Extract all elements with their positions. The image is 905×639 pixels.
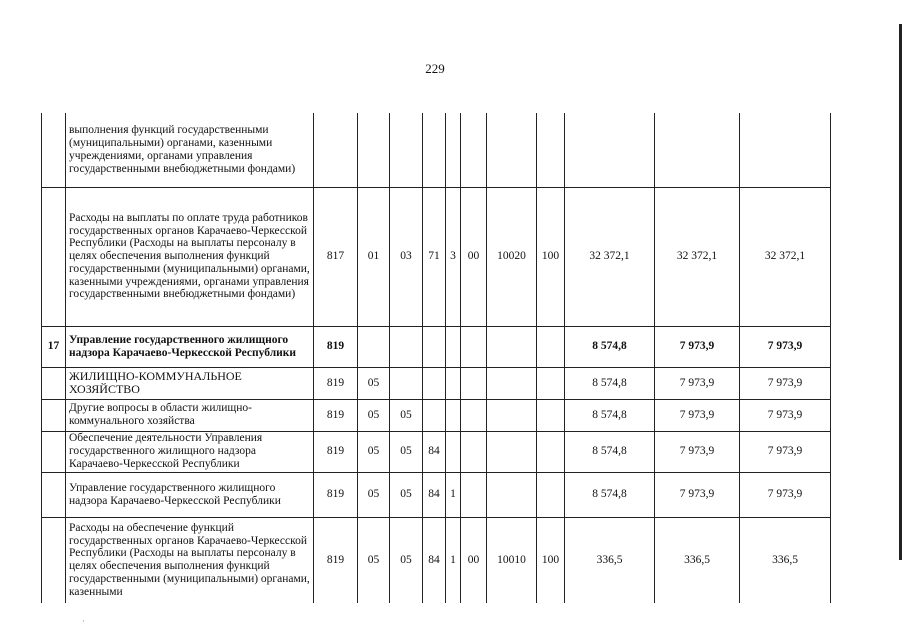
amount-year-3: 7 973,9 bbox=[740, 326, 831, 367]
table-row bbox=[42, 472, 831, 517]
expense-code: 10010 bbox=[487, 517, 537, 603]
table-row bbox=[42, 187, 831, 326]
program-code: 84 bbox=[423, 472, 446, 517]
expense-type-code bbox=[537, 472, 565, 517]
amount-year-3: 7 973,9 bbox=[740, 367, 831, 399]
scan-edge-line bbox=[899, 24, 902, 560]
section-code bbox=[358, 113, 390, 187]
section-code: 05 bbox=[358, 431, 390, 472]
item-name: ЖИЛИЩНО-КОММУНАЛЬНОЕ ХОЗЯЙСТВО bbox=[66, 367, 314, 399]
expense-type-code bbox=[537, 399, 565, 431]
admin-code: 819 bbox=[314, 399, 358, 431]
amount-year-1 bbox=[565, 113, 655, 187]
expense-code bbox=[487, 367, 537, 399]
direction-code: 00 bbox=[461, 187, 487, 326]
expense-code bbox=[487, 399, 537, 431]
table-row bbox=[42, 431, 831, 472]
expense-code bbox=[487, 326, 537, 367]
subsection-code: 05 bbox=[390, 431, 423, 472]
item-name: Расходы на обеспечение функций государственных органов Карачаево-Черкесской Республики (Расходы на выплаты персоналу в целях обеспечения выполнения функций государственными (муниципальными) органами, казенными bbox=[66, 517, 314, 603]
subprogram-code bbox=[446, 431, 461, 472]
program-code bbox=[423, 367, 446, 399]
amount-year-2: 7 973,9 bbox=[655, 326, 740, 367]
amount-year-1: 8 574,8 bbox=[565, 326, 655, 367]
amount-year-1: 8 574,8 bbox=[565, 472, 655, 517]
subsection-code bbox=[390, 113, 423, 187]
amount-year-3: 7 973,9 bbox=[740, 399, 831, 431]
direction-code bbox=[461, 472, 487, 517]
expense-type-code bbox=[537, 326, 565, 367]
expense-type-code: 100 bbox=[537, 187, 565, 326]
row-number bbox=[42, 113, 66, 187]
subprogram-code: 3 bbox=[446, 187, 461, 326]
amount-year-3 bbox=[740, 113, 831, 187]
amount-year-2: 7 973,9 bbox=[655, 367, 740, 399]
table-row bbox=[42, 367, 831, 399]
section-code: 05 bbox=[358, 517, 390, 603]
direction-code: 00 bbox=[461, 517, 487, 603]
subsection-code: 03 bbox=[390, 187, 423, 326]
item-name: Обеспечение деятельности Управления государственного жилищного надзора Карачаево-Черкесской Республики bbox=[66, 431, 314, 472]
amount-year-1: 336,5 bbox=[565, 517, 655, 603]
amount-year-3: 336,5 bbox=[740, 517, 831, 603]
direction-code bbox=[461, 326, 487, 367]
admin-code: 819 bbox=[314, 367, 358, 399]
row-number bbox=[42, 367, 66, 399]
table-row bbox=[42, 326, 831, 367]
subprogram-code bbox=[446, 326, 461, 367]
amount-year-1: 8 574,8 bbox=[565, 367, 655, 399]
table-row bbox=[42, 113, 831, 187]
direction-code bbox=[461, 431, 487, 472]
expense-code bbox=[487, 113, 537, 187]
admin-code: 819 bbox=[314, 472, 358, 517]
item-name: Управление государственного жилищного надзора Карачаево-Черкесской Республики bbox=[66, 326, 314, 367]
page-number: 229 bbox=[425, 61, 445, 76]
amount-year-2: 7 973,9 bbox=[655, 431, 740, 472]
expense-type-code bbox=[537, 431, 565, 472]
direction-code bbox=[461, 399, 487, 431]
subsection-code bbox=[390, 367, 423, 399]
item-name: выполнения функций государственными (муниципальными) органами, казенными учреждениями, органами управления государственными внебюджетными фондами) bbox=[66, 113, 314, 187]
row-number: 17 bbox=[42, 326, 66, 367]
admin-code bbox=[314, 113, 358, 187]
subprogram-code bbox=[446, 113, 461, 187]
amount-year-1: 32 372,1 bbox=[565, 187, 655, 326]
row-number bbox=[42, 472, 66, 517]
amount-year-1: 8 574,8 bbox=[565, 399, 655, 431]
section-code bbox=[358, 326, 390, 367]
amount-year-2 bbox=[655, 113, 740, 187]
direction-code bbox=[461, 367, 487, 399]
row-number bbox=[42, 399, 66, 431]
subsection-code bbox=[390, 326, 423, 367]
scan-artifact: · bbox=[82, 617, 85, 626]
program-code bbox=[423, 399, 446, 431]
subsection-code: 05 bbox=[390, 472, 423, 517]
admin-code: 817 bbox=[314, 187, 358, 326]
expense-code bbox=[487, 472, 537, 517]
item-name: Расходы на выплаты по оплате труда работников государственных органов Карачаево-Черкесской Республики (Расходы на выплаты персоналу в целях обеспечения выполнения функций государственными (муниципальными) органами, казенными учреждениями, органами управления государственными внебюджетными фондами) bbox=[66, 187, 314, 326]
expense-type-code bbox=[537, 367, 565, 399]
amount-year-3: 7 973,9 bbox=[740, 431, 831, 472]
table-row bbox=[42, 399, 831, 431]
section-code: 01 bbox=[358, 187, 390, 326]
expense-code bbox=[487, 431, 537, 472]
subprogram-code bbox=[446, 367, 461, 399]
program-code bbox=[423, 326, 446, 367]
program-code: 71 bbox=[423, 187, 446, 326]
program-code bbox=[423, 113, 446, 187]
program-code: 84 bbox=[423, 431, 446, 472]
subprogram-code: 1 bbox=[446, 472, 461, 517]
table-row bbox=[42, 517, 831, 603]
section-code: 05 bbox=[358, 367, 390, 399]
subsection-code: 05 bbox=[390, 517, 423, 603]
subsection-code: 05 bbox=[390, 399, 423, 431]
expense-code: 10020 bbox=[487, 187, 537, 326]
amount-year-2: 32 372,1 bbox=[655, 187, 740, 326]
table-body bbox=[42, 113, 831, 603]
amount-year-1: 8 574,8 bbox=[565, 431, 655, 472]
section-code: 05 bbox=[358, 472, 390, 517]
amount-year-2: 7 973,9 bbox=[655, 399, 740, 431]
row-number bbox=[42, 187, 66, 326]
expense-type-code: 100 bbox=[537, 517, 565, 603]
expense-type-code bbox=[537, 113, 565, 187]
admin-code: 819 bbox=[314, 431, 358, 472]
row-number bbox=[42, 517, 66, 603]
admin-code: 819 bbox=[314, 326, 358, 367]
amount-year-2: 336,5 bbox=[655, 517, 740, 603]
direction-code bbox=[461, 113, 487, 187]
amount-year-3: 32 372,1 bbox=[740, 187, 831, 326]
budget-table bbox=[41, 113, 831, 603]
item-name: Другие вопросы в области жилищно-коммунального хозяйства bbox=[66, 399, 314, 431]
admin-code: 819 bbox=[314, 517, 358, 603]
row-number bbox=[42, 431, 66, 472]
amount-year-2: 7 973,9 bbox=[655, 472, 740, 517]
amount-year-3: 7 973,9 bbox=[740, 472, 831, 517]
item-name: Управление государственного жилищного надзора Карачаево-Черкесской Республики bbox=[66, 472, 314, 517]
subprogram-code bbox=[446, 399, 461, 431]
section-code: 05 bbox=[358, 399, 390, 431]
program-code: 84 bbox=[423, 517, 446, 603]
subprogram-code: 1 bbox=[446, 517, 461, 603]
